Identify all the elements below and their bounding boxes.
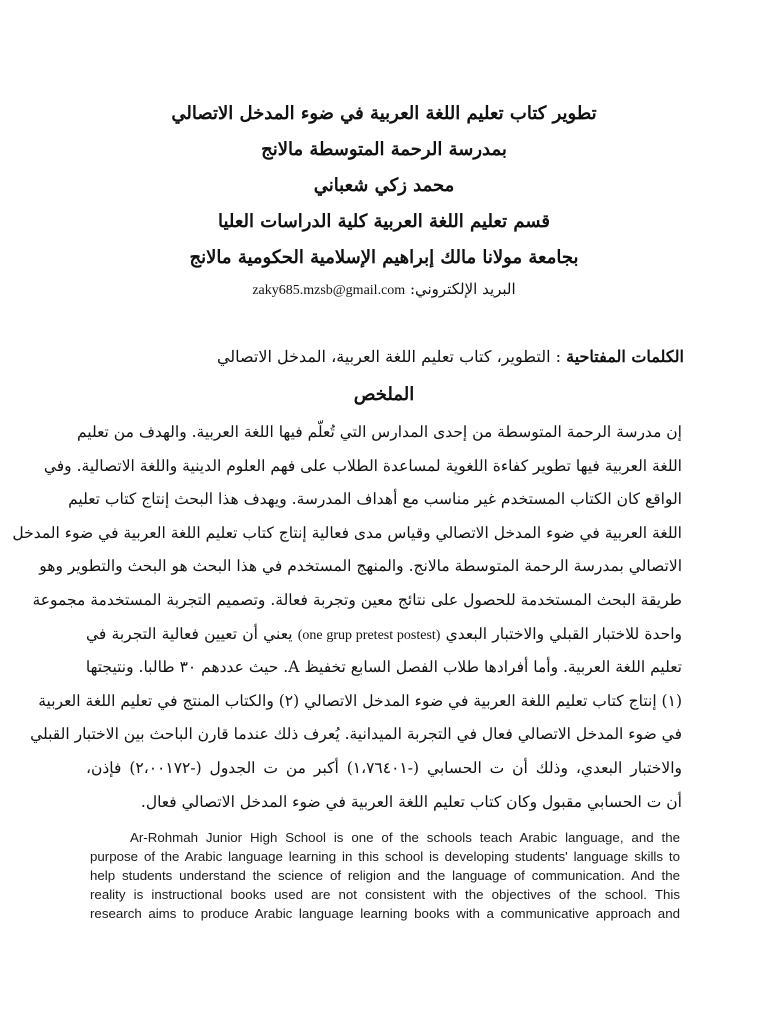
arabic-abstract-line: طريقة البحث المستخدمة للحصول على نتائج معين وتجربة فعالة. وتصميم التجربة المستخدمة مجموعة [32, 590, 682, 609]
email-address[interactable]: zaky685.mzsb@gmail.com [252, 283, 406, 298]
arabic-abstract-line: تعليم اللغة العربية. وأما أفرادها طلاب الفصل السابع تخفيظ A. حيث عددهم ٣٠ طالبا. ونتيجتها [85, 658, 682, 677]
english-abstract-line: research aims to produce Arabic language learning books with a communicative approach and [90, 906, 680, 921]
keywords-separator: : [555, 347, 562, 366]
paper-subtitle-school: بمدرسة الرحمة المتوسطة مالانج [261, 139, 507, 160]
line7-after: يعني أن تعيين فعالية التجربة في [86, 624, 293, 643]
arabic-abstract-line: أن ت الحسابي مقبول وكان كتاب تعليم اللغة العربية في ضوء المدخل الاتصالي فعال. [140, 792, 682, 811]
arabic-abstract-line: الواقع كان الكتاب المستخدم غير مناسب مع أهداف المدرسة. ويهدف هذا البحث إنتاج كتاب تعليم [68, 490, 682, 509]
english-abstract-line: reality is instructional books used are not consistent with the objectives of the school. This [90, 887, 680, 902]
arabic-abstract-line: (١) إنتاج كتاب تعليم اللغة العربية في ضوء المدخل الاتصالي (٢) والكتاب المنتج في تعليم اللغة العربية [38, 691, 682, 710]
author-email-line [200, 276, 568, 304]
arabic-abstract [12, 416, 682, 819]
arabic-abstract-line-mixed [86, 618, 682, 652]
arabic-abstract-line: في ضوء المدخل الاتصالي فعال في التجربة الميدانية. يُعرف ذلك عندما قارن الباحث بين الاختبار القبلي [30, 725, 682, 744]
keywords-line [217, 343, 684, 371]
author-university: بجامعة مولانا مالك إبراهيم الإسلامية الحكومية مالانج [189, 247, 579, 268]
line7-before: واحدة للاختبار القبلي والاختبار البعدي [445, 624, 682, 643]
arabic-abstract-line: اللغة العربية في ضوء المدخل الاتصالي وقياس مدى فعالية إنتاج كتاب تعليم اللغة العربية في ضوء المدخل [12, 523, 682, 542]
arabic-abstract-line: الاتصالي بمدرسة الرحمة المتوسطة مالانج. والمنهج المستخدم في هذا البحث هو البحث والتطوير وهو [39, 557, 682, 576]
english-abstract-line: purpose of the Arabic language learning in this school is developing students' language skills to [90, 849, 680, 864]
english-abstract-line: help students understand the science of religion and the language of communication. And the [90, 868, 680, 883]
keywords-value: التطوير، كتاب تعليم اللغة العربية، المدخل الاتصالي [216, 347, 551, 366]
author-name: محمد زكي شعباني [313, 175, 455, 196]
arabic-abstract-line: والاختبار البعدي، وذلك أن ت الحسابي (-١،٧٦٤٠١) أكبر من ت الجدول (-٢،٠٠١٧٢) فإذن، [86, 758, 682, 777]
line7-english: (one grup pretest postest) [297, 627, 441, 643]
email-label: البريد الإلكتروني: [409, 280, 516, 298]
paper-title-block [120, 96, 648, 276]
arabic-abstract-line: إن مدرسة الرحمة المتوسطة من إحدى المدارس التي تُعلّم فيها اللغة العربية. والهدف من تعليم [76, 423, 682, 441]
english-abstract-line: Ar-Rohmah Junior High School is one of the schools teach Arabic language, and the [130, 830, 680, 845]
paper-title: تطوير كتاب تعليم اللغة العربية في ضوء المدخل الاتصالي [171, 103, 597, 124]
keywords-label: الكلمات المفتاحية [566, 347, 684, 366]
arabic-abstract-line: اللغة العربية فيها تطوير كفاءة اللغوية لمساعدة الطلاب على فهم العلوم الدينية واللغة الاتصالية. وفي [43, 456, 682, 475]
abstract-heading: الملخص [353, 384, 415, 405]
author-department: قسم تعليم اللغة العربية كلية الدراسات العليا [217, 211, 551, 232]
english-abstract [90, 828, 680, 923]
